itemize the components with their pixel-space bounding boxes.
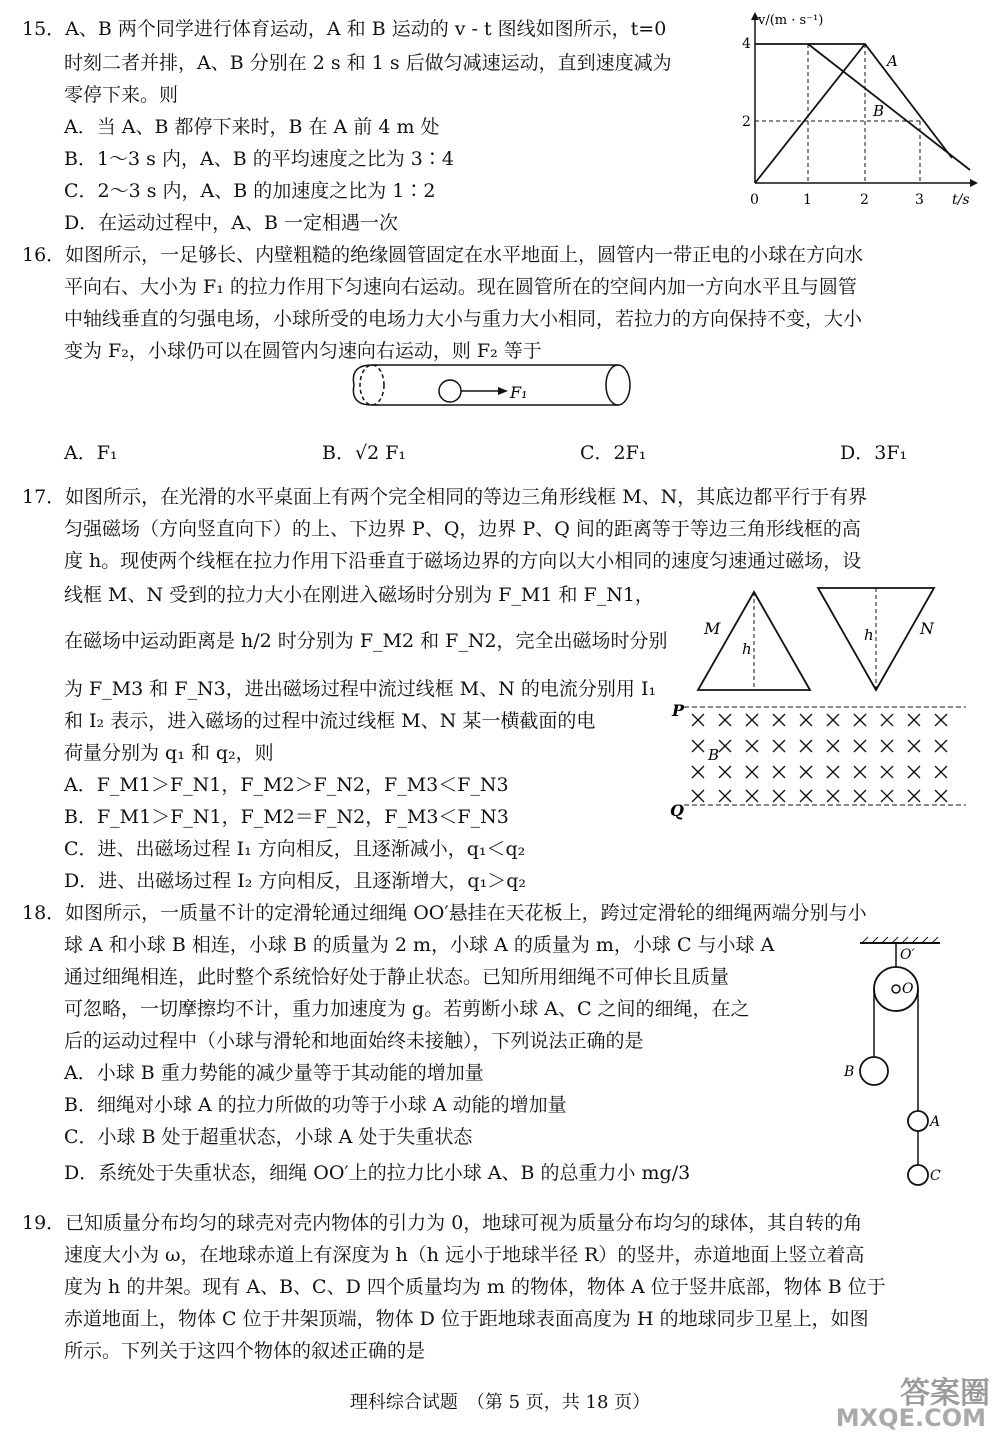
line-a	[755, 44, 952, 158]
q17-line-8: 荷量分别为 q₁ 和 q₂，则	[64, 742, 274, 764]
q16-line-3: 中轴线垂直的匀强电场，小球所受的电场力大小与重力大小相同，若拉力的方向保持不变，大小	[64, 308, 863, 330]
force-arrow-icon	[498, 387, 508, 395]
label-b: B	[844, 1064, 855, 1080]
q17-line-5: 在磁场中运动距离是 h/2 时分别为 F_M2 和 F_N2，完全出磁场时分别	[64, 630, 668, 652]
q17-magnetic-figure	[668, 580, 968, 820]
q18-option-d: D．系统处于失重状态，细绳 OO′上的拉力比小球 A、B 的总重力小 mg/3	[64, 1162, 691, 1184]
ball-a	[908, 1111, 928, 1131]
force-label: F₁	[510, 383, 528, 402]
q15-option-d: D．在运动过程中，A、B 一定相遇一次	[64, 212, 398, 234]
tube-left-end	[360, 365, 384, 405]
ball-c	[908, 1165, 928, 1185]
ball	[439, 380, 461, 402]
label-o: O	[902, 981, 914, 997]
line-b-rise	[755, 44, 865, 183]
q18-line-5: 后的运动过程中（小球与滑轮和地面始终未接触），下列说法正确的是	[64, 1030, 644, 1052]
q19-line-5: 所示。下列关于这四个物体的叙述正确的是	[64, 1340, 426, 1362]
label-q: Q	[670, 801, 684, 820]
label-b: B	[708, 746, 720, 764]
watermark-logo: 答案圈	[900, 1376, 990, 1411]
q15-option-a: A．当 A、B 都停下来时，B 在 A 前 4 m 处	[64, 116, 440, 138]
label-b: B	[873, 102, 885, 120]
q19-line-2: 速度大小为 ω，在地球赤道上有深度为 h（h 远小于地球半径 R）的竖井，赤道地面上竖立着高	[64, 1244, 865, 1266]
label-m: M	[704, 619, 721, 638]
q16-line-2: 平向右、大小为 F₁ 的拉力作用下匀速向右运动。现在圆管所在的空间内加一方向水平且与圆管	[64, 276, 857, 298]
x-tick-2: 2	[860, 192, 869, 208]
q16-tube-figure	[350, 360, 640, 410]
label-o-prime: O′	[900, 947, 915, 963]
q16-option-c: C．2F₁	[580, 442, 647, 464]
q19-line-1: 19．已知质量分布均匀的球壳对壳内物体的引力为 0，地球可视为质量分布均匀的球体，其自转的角	[22, 1212, 863, 1234]
page-footer: 理科综合试题 （第 5 页，共 18 页）	[349, 1392, 651, 1413]
q17-line-3: 度 h。现使两个线框在拉力作用下沿垂直于磁场边界的方向以大小相同的速度匀速通过磁场，设	[64, 550, 862, 572]
x-axis-label: t/s	[952, 192, 970, 208]
x-axis-arrow-icon	[970, 179, 978, 187]
q17-line-2: 匀强磁场（方向竖直向下）的上、下边界 P、Q，边界 P、Q 间的距离等于等边三角形线框的高	[64, 518, 861, 540]
q18-line-1: 18．如图所示，一质量不计的定滑轮通过细绳 OO′悬挂在天花板上，跨过定滑轮的细绳两端分别与小	[22, 902, 867, 924]
pulley-axle	[892, 985, 900, 993]
x-tick-1: 1	[803, 192, 812, 208]
q15-option-b: B．1～3 s 内，A、B 的平均速度之比为 3∶4	[64, 148, 454, 170]
label-a: A	[887, 52, 898, 70]
q19-line-4: 赤道地面上，物体 C 位于井架顶端，物体 D 位于距地球表面高度为 H 的地球同步卫星上，如图	[64, 1308, 869, 1330]
q15-line-2: 时刻二者并排，A、B 分别在 2 s 和 1 s 后做匀减速运动，直到速度减为	[64, 52, 672, 74]
x-tick-3: 3	[915, 192, 924, 208]
q18-line-2: 球 A 和小球 B 相连，小球 B 的质量为 2 m，小球 A 的质量为 m，小球 C 与小球 A	[64, 934, 775, 956]
magnetic-field-crosses	[692, 714, 947, 802]
label-n: N	[920, 619, 934, 638]
q15-vt-graph	[730, 8, 990, 218]
watermark-url: MXQE.COM	[835, 1404, 986, 1432]
label-p: P	[672, 701, 685, 720]
tube-right-end	[606, 365, 630, 405]
q17-option-c: C．进、出磁场过程 I₁ 方向相反，且逐渐减小，q₁＜q₂	[64, 838, 526, 860]
label-h-m: h	[742, 640, 752, 658]
q18-line-4: 可忽略，一切摩擦均不计，重力加速度为 g。若剪断小球 A、C 之间的细绳，在之	[64, 998, 750, 1020]
q17-option-d: D．进、出磁场过程 I₂ 方向相反，且逐渐增大，q₁＞q₂	[64, 870, 526, 892]
x-tick-0: 0	[750, 192, 759, 208]
q15-option-c: C．2～3 s 内，A、B 的加速度之比为 1∶2	[64, 180, 436, 202]
q18-pulley-figure	[830, 935, 970, 1195]
q17-line-6: 为 F_M3 和 F_N3，进出磁场过程中流过线框 M、N 的电流分别用 I₁	[64, 678, 657, 700]
q18-option-a: A．小球 B 重力势能的减少量等于其动能的增加量	[64, 1062, 484, 1084]
q17-line-4: 线框 M、N 受到的拉力大小在刚进入磁场时分别为 F_M1 和 F_N1，	[64, 584, 654, 606]
q17-option-b: B．F_M1＞F_N1，F_M2＝F_N2，F_M3＜F_N3	[64, 806, 509, 828]
y-axis-label: v/(m · s⁻¹)	[758, 13, 824, 28]
q19-line-3: 度为 h 的井架。现有 A、B、C、D 四个质量均为 m 的物体，物体 A 位于竖井底部，物体 B 位于	[64, 1276, 886, 1298]
q18-line-3: 通过细绳相连，此时整个系统恰好处于静止状态。已知所用细绳不可伸长且质量	[64, 966, 730, 988]
q16-option-d: D．3F₁	[840, 442, 908, 464]
y-tick-4: 4	[742, 36, 751, 52]
q16-option-b: B．√2 F₁	[322, 442, 406, 464]
q18-option-b: B．细绳对小球 A 的拉力所做的功等于小球 A 动能的增加量	[64, 1094, 567, 1116]
q16-line-4: 变为 F₂，小球仍可以在圆管内匀速向右运动，则 F₂ 等于	[64, 340, 542, 362]
q16-option-a: A．F₁	[64, 442, 118, 464]
label-a: A	[930, 1114, 941, 1130]
q18-option-c: C．小球 B 处于超重状态，小球 A 处于失重状态	[64, 1126, 473, 1148]
q17-option-a: A．F_M1＞F_N1，F_M2＞F_N2，F_M3＜F_N3	[64, 774, 509, 796]
label-c: C	[930, 1168, 941, 1184]
q16-line-1: 16．如图所示，一足够长、内壁粗糙的绝缘圆管固定在水平地面上，圆管内一带正电的小球在方向水	[22, 244, 864, 266]
q15-line-1: 15．A、B 两个同学进行体育运动，A 和 B 运动的 v - t 图线如图所示，t=0	[22, 18, 667, 40]
y-tick-2: 2	[742, 114, 751, 130]
q15-line-3: 零停下来。则	[64, 84, 179, 106]
q17-line-7: 和 I₂ 表示，进入磁场的过程中流过线框 M、N 某一横截面的电	[64, 710, 596, 732]
label-h-n: h	[864, 626, 874, 644]
ball-b	[860, 1057, 888, 1085]
q17-line-1: 17．如图所示，在光滑的水平桌面上有两个完全相同的等边三角形线框 M、N，其底边都平行于有界	[22, 486, 868, 508]
